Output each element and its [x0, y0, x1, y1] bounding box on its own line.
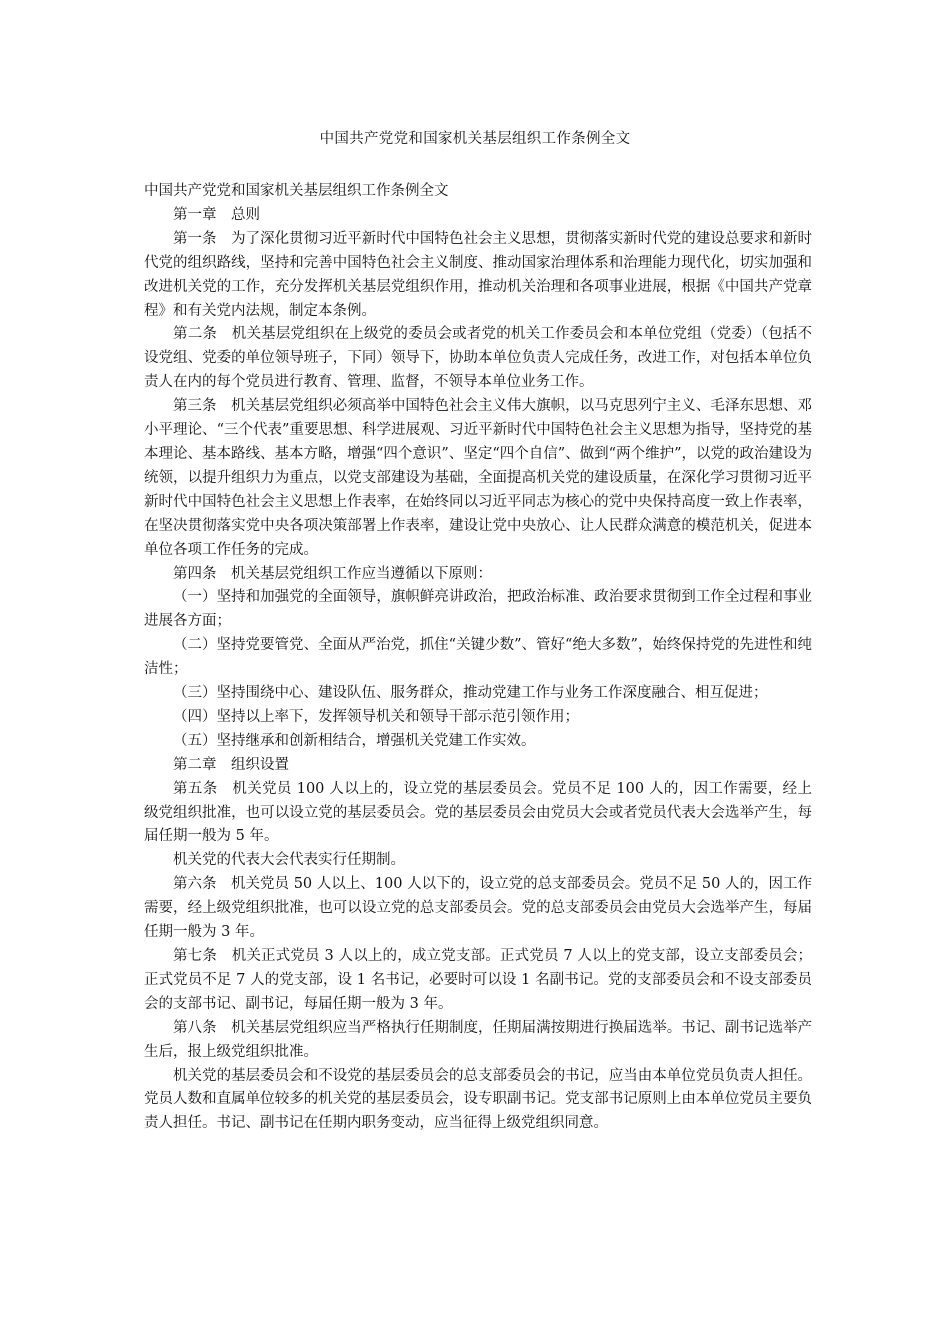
document-paragraph: （三）坚持围绕中心、建设队伍、服务群众，推动党建工作与业务工作深度融合、相互促进；: [173, 685, 768, 702]
document-paragraph: 第六条 机关党员 50 人以上、100 人以下的，设立党的总支部委员会。党员不足 50 人的，因工作需要，经上级党组织批准，也可以设立党的总支部委员会。党的总支部委员会由党员大会选举产生，每届任期一般为 3 年。: [144, 876, 812, 941]
document-paragraph: 第四条 机关基层党组织工作应当遵循以下原则：: [173, 565, 492, 582]
document-title: 中国共产党党和国家机关基层组织工作条例全文: [319, 131, 631, 147]
document-paragraph: （二）坚持党要管党、全面从严治党，抓住“关键少数”、管好“绝大多数”，始终保持党的先进性和纯洁性；: [144, 637, 812, 678]
document-paragraph: 第八条 机关基层党组织应当严格执行任期制度，任期届满按期进行换届选举。书记、副书记选举产生后，报上级党组织批准。: [144, 1019, 812, 1060]
document-paragraph: （一）坚持和加强党的全面领导，旗帜鲜亮讲政治，把政治标准、政治要求贯彻到工作全过程和事业进展各方面；: [144, 589, 812, 630]
document-paragraph: 第一条 为了深化贯彻习近平新时代中国特色社会主义思想，贯彻落实新时代党的建设总要求和新时代党的组织路线，坚持和完善中国特色社会主义制度、推动国家治理体系和治理能力现代化，切实加强和改进机关党的工作，充分发挥机关基层党组织作用，推动机关治理和各项事业进展，根据《中国共产党章程》和有关党内法规，制定本条例。: [144, 230, 812, 319]
document-paragraph: 第三条 机关基层党组织必须高举中国特色社会主义伟大旗帜，以马克思列宁主义、毛泽东思想、邓小平理论、“三个代表”重要思想、科学进展观、习近平新时代中国特色社会主义思想为指导，坚持党的基本理论、基本路线、基本方略，增强“四个意识”、坚定“四个自信”、做到“两个维护”，以党的政治建设为统领，以提升组织力为重点，以党支部建设为基础，全面提高机关党的建设质量，在深化学习贯彻习近平新时代中国特色社会主义思想上作表率，在始终同以习近平同志为核心的党中央保持高度一致上作表率，在坚决贯彻落实党中央各项决策部署上作表率，建设让党中央放心、让人民群众满意的模范机关，促进本单位各项工作任务的完成。: [144, 398, 812, 558]
document-paragraph: 第五条 机关党员 100 人以上的，设立党的基层委员会。党员不足 100 人的，因工作需要，经上级党组织批准，也可以设立党的基层委员会。党的基层委员会由党员大会或者党员代表大会选举产生，每届任期一般为 5 年。: [144, 780, 812, 845]
document-paragraph: 第七条 机关正式党员 3 人以上的，成立党支部。正式党员 7 人以上的党支部，设立支部委员会；正式党员不足 7 人的党支部，设 1 名书记，必要时可以设 1 名副书记。党的支部委员会和不设支部委员会的支部书记、副书记，每届任期一般为 3 年。: [144, 948, 812, 1012]
document-paragraph: 第二条 机关基层党组织在上级党的委员会或者党的机关工作委员会和本单位党组（党委）（包括不设党组、党委的单位领导班子，下同）领导下，协助本单位负责人完成任务，改进工作，对包括本单位负责人在内的每个党员进行教育、管理、监督，不领导本单位业务工作。: [144, 326, 812, 391]
document-paragraph: 中国共产党党和国家机关基层组织工作条例全文: [144, 183, 449, 199]
document-paragraph: 第一章 总则: [173, 206, 260, 223]
document-paragraph: （五）坚持继承和创新相结合，增强机关党建工作实效。: [173, 732, 536, 749]
document-paragraph: 机关党的基层委员会和不设党的基层委员会的总支部委员会的书记，应当由本单位党员负责人担任。党员人数和直属单位较多的机关党的基层委员会，设专职副书记。党支部书记原则上由本单位党员主要负责人担任。书记、副书记在任期内职务变动，应当征得上级党组织同意。: [144, 1067, 812, 1132]
document-paragraph: （四）坚持以上率下，发挥领导机关和领导干部示范引领作用；: [173, 708, 579, 725]
document-body: [144, 180, 812, 1136]
document-paragraph: 第二章 组织设置: [173, 756, 289, 773]
document-paragraph: 机关党的代表大会代表实行任期制。: [173, 852, 405, 869]
